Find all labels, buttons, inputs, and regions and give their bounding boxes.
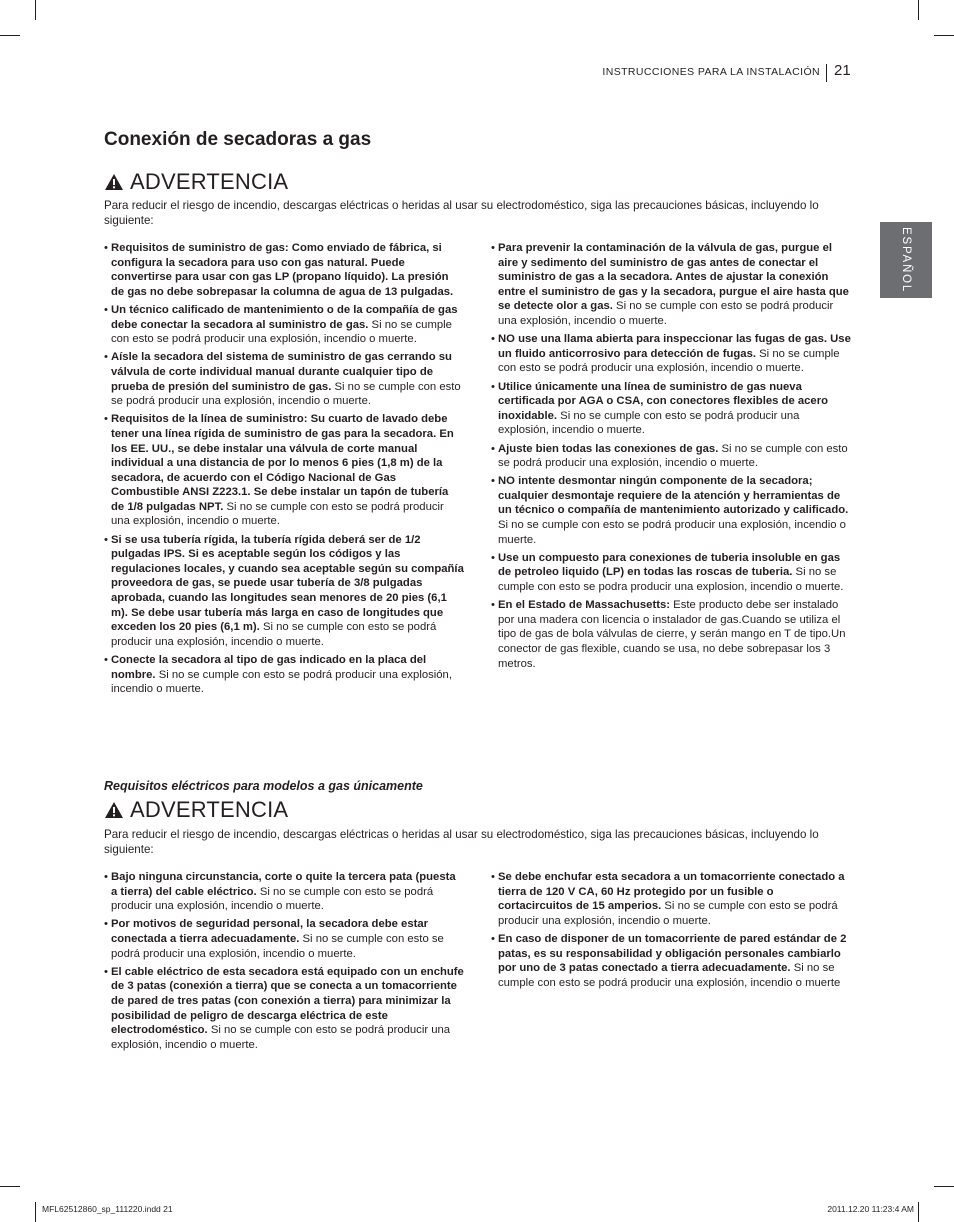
page-number: 21 — [834, 62, 851, 79]
bullet-item — [491, 442, 851, 471]
warning1-left-column — [104, 241, 464, 700]
section-title: Conexión de secadoras a gas — [104, 129, 372, 150]
bullet-bold-text: NO intente desmontar ningún componente de la secadora; cualquier desmontaje requiere de la atención y herramientas de un técnico o compañía de mantenimiento autorizado y calificado. — [498, 475, 849, 517]
bullet-item — [491, 551, 851, 595]
bullet-text: Si no se cumple con esto se podrá producir una explosión, incendio o muerte. — [498, 300, 834, 327]
footer-timestamp: 2011.12.20 11:23:4 AM — [827, 1204, 914, 1214]
bullet-item — [491, 870, 851, 928]
bullet-text: Si no se cumple con esto se podrá producir una explosión, incendio o muerte. — [111, 380, 461, 408]
bullet-bold-text: Aísle la secadora del sistema de suministro de gas cerrando su válvula de corte individual manual durante cualquier tipo de prueba de presión del suministro de gas. — [111, 351, 452, 393]
footer-filename: MFL62512860_sp_111220.indd 21 — [42, 1204, 173, 1214]
bullet-item — [491, 474, 851, 547]
crop-mark — [934, 1186, 954, 1187]
crop-mark — [918, 0, 919, 20]
bullet-bold-text: En caso de disponer de un tomacorriente de pared estándar de 2 patas, es su responsabilidad y obligación personales cambiarlo por uno de 3 patas conectado a tierra adecuadamente. — [498, 932, 847, 975]
language-tab-label: ESPAÑOL — [900, 226, 912, 294]
bullet-item — [104, 965, 464, 1053]
bullet-bold-text: Por motivos de seguridad personal, la secadora debe estar conectada a tierra adecuadamente. — [111, 918, 429, 945]
bullet-text: Si no se cumple con esto se podrá producir una explosión, incendio o muerte. — [111, 500, 444, 528]
bullet-item — [491, 241, 851, 329]
language-tab — [880, 222, 932, 298]
bullet-bold-text: El cable eléctrico de esta secadora está equipado con un enchufe de 3 patas (conexión a tierra) que se conecta a un tomacorriente de pared de tres patas (con conexión a tierra) para minimizar la posibilidad de peligro de descarga eléctrica de este electrodoméstico. — [111, 965, 464, 1037]
bullet-item — [104, 350, 464, 408]
bullet-item — [104, 303, 464, 347]
bullet-item — [104, 533, 464, 650]
crop-mark — [35, 0, 36, 20]
warning-heading-text: ADVERTENCIA — [130, 797, 289, 822]
electrical-subheading: Requisitos eléctricos para modelos a gas únicamente — [104, 779, 423, 793]
bullet-text: Si no se cumple con esto se podrá producir una explosión, incendio o muerte. — [111, 932, 444, 960]
warning-intro-2: Para reducir el riesgo de incendio, descargas eléctricas o heridas al usar su electrodoméstico, siga las precauciones básicas, incluyendo lo siguiente: — [104, 828, 819, 856]
crop-mark — [0, 35, 20, 36]
bullet-bold-text: Si se usa tubería rígida, la tubería rígida deberá ser de 1/2 pulgadas IPS. Si es aceptable según los códigos y las regulaciones locales, y cuando sea aceptable según su compañía proveedora de gas, se puede usar tubería de 3/8 pulgadas aprobada, cuando las longitudes sean menores de 20 pies (6,1 m). Se debe usar tubería más larga en caso de longitudes que exceden los 20 pies (6,1 m). — [111, 533, 464, 634]
bullet-text: Si no se cumple con esto se podra producir una explosion, incendio o muerte. — [498, 566, 844, 594]
bullet-item — [491, 380, 851, 438]
bullet-text: Si no se cumple con esto se podrá producir una explosión, incendio o muerte. — [498, 347, 840, 375]
bullet-text: Si no se cumple con esto se podrá producir una explosión, incendio o muerte. — [498, 442, 848, 470]
bullet-item — [104, 870, 464, 914]
bullet-text: Si no se cumple con esto se podrá producir una explosión, incendio o muerte. — [498, 900, 838, 927]
warning-heading-text: ADVERTENCIA — [130, 169, 289, 194]
bullet-text: Si no se cumple con esto se podrá producir una explosión, incendio o muerte. — [111, 668, 452, 696]
bullet-item — [104, 412, 464, 529]
bullet-item — [104, 241, 464, 299]
running-header: INSTRUCCIONES PARA LA INSTALACIÓN — [602, 66, 820, 78]
bullet-text: Si no se cumple con esto se podrá producir una explosión, incendio o muerte. — [111, 318, 452, 346]
bullet-text: Si no se cumple con esto se podrá producir una explosión, incendio o muerte. — [111, 621, 437, 648]
bullet-bold-text: NO use una llama abierta para inspeccionar las fugas de gas. Use un fluido anticorrosivo para detección de fugas. — [498, 333, 851, 360]
bullet-bold-text: En el Estado de Massachusetts: — [498, 599, 671, 612]
bullet-item — [104, 653, 464, 697]
bullet-text: Si no se cumple con esto se podrá producir una explosión, incendio o muerte. — [111, 885, 434, 913]
warning-heading — [104, 169, 288, 195]
bullet-bold-text: Un técnico calificado de mantenimiento o de la compañía de gas debe conectar la secadora al suministro de gas. — [111, 303, 458, 331]
bullet-text: Si no se cumple con esto se podrá producir una explosión, incendio o muerte. — [498, 519, 846, 546]
bullet-bold-text: Bajo ninguna circunstancia, corte o quite la tercera pata (puesta a tierra) del cable eléctrico. — [111, 871, 456, 898]
crop-mark — [35, 1202, 36, 1222]
bullet-text: Este producto debe ser instalado por una madera con licencia o instalador de gas.Cuando se utiliza el tipo de gas de bola válvulas de cierre, y serán mango en T de tipo.Un conector de gas flexible, cuando se usa, no debe sobrepasar los 3 metros. — [498, 599, 846, 670]
crop-mark — [934, 35, 954, 36]
bullet-text: Si no se cumple con esto se podrá producir una explosión, incendio o muerte. — [111, 1024, 451, 1051]
crop-mark — [0, 1186, 20, 1187]
warning2-right-column — [491, 870, 851, 994]
bullet-bold-text: Ajuste bien todas las conexiones de gas. — [498, 442, 719, 455]
crop-mark — [918, 1202, 919, 1222]
bullet-item — [491, 932, 851, 990]
bullet-item — [104, 917, 464, 961]
warning1-right-column — [491, 241, 851, 675]
warning-triangle-icon — [104, 801, 124, 819]
warning-intro: Para reducir el riesgo de incendio, descargas eléctricas o heridas al usar su electrodoméstico, siga las precauciones básicas, incluyendo lo siguiente: — [104, 199, 819, 227]
bullet-bold-text: Requisitos de suministro de gas: Como enviado de fábrica, si configura la secadora para uso con gas natural. Puede convertirse para usar con gas LP (propano líquido). La presión de gas no debe sobrepasar la columna de agua de 13 pulgadas. — [111, 242, 454, 298]
bullet-bold-text: Se debe enchufar esta secadora a un tomacorriente conectado a tierra de 120 V CA, 60 Hz protegido por un fusible o cortacircuitos de 15 amperios. — [498, 871, 845, 913]
header-divider — [826, 64, 827, 82]
warning-heading-2 — [104, 797, 288, 823]
bullet-bold-text: Requisitos de la línea de suministro: Su cuarto de lavado debe tener una línea rígida de suministro de gas para la secadora. En los EE. UU., se debe instalar una válvula de corte manual individual a una distancia de por lo menos 6 pies (1,8 m) de la secadora, de acuerdo con el Código Nacional de Gas Combustible ANSI Z223.1. Se debe instalar un tapón de tubería de 1/8 pulgadas NPT. — [111, 413, 454, 513]
bullet-bold-text: Conecte la secadora al tipo de gas indicado en la placa del nombre. — [111, 654, 427, 681]
bullet-item — [491, 598, 851, 671]
warning-triangle-icon — [104, 173, 124, 191]
bullet-text: Si no se cumple con esto se podrá producir una explosión, incendio o muerte. — [498, 409, 800, 437]
bullet-item — [491, 332, 851, 376]
bullet-text: Si no se cumple con esto se podrá producir una explosión, incendio o muerte — [498, 962, 841, 989]
warning2-left-column — [104, 870, 464, 1056]
bullet-bold-text: Use un compuesto para conexiones de tuberia insoluble en gas de petroleo liquido (LP) en todas las roscas de tuberia. — [498, 551, 841, 579]
bullet-bold-text: Utilice únicamente una línea de suministro de gas nueva certificada por AGA o CSA, con conectores flexibles de acero inoxidable. — [498, 380, 829, 422]
bullet-bold-text: Para prevenir la contaminación de la válvula de gas, purgue el aire y sedimento del suministro de gas antes de conectar el suministro de gas a la secadora. Antes de ajustar la conexión entre el suministro de gas y la secadora, purgue el aire hasta que se detecte olor a gas. — [498, 242, 849, 313]
